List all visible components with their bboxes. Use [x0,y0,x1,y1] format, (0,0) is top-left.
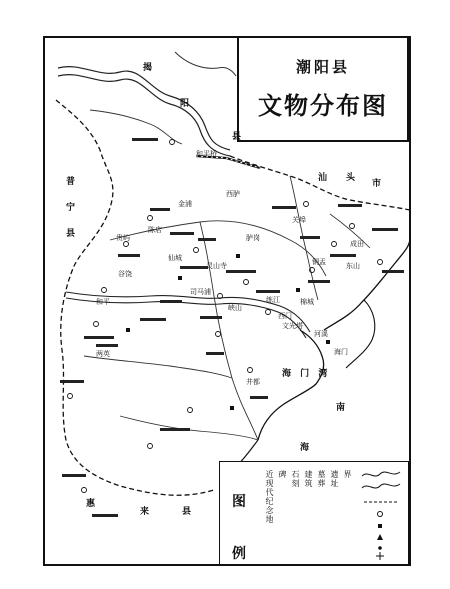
place-label: 金浦 [178,200,192,208]
place-label: 棉城 [300,298,314,306]
label-pu: 普 [66,177,76,187]
label-shi: 市 [372,179,382,189]
place-label: 练江 [266,296,280,304]
legend-item: 遗址 [330,470,339,488]
site-marker [148,444,153,449]
label-shan: 汕 [318,173,328,183]
site-marker [94,322,99,327]
site-marker [188,408,193,413]
legend-symbols [358,466,404,562]
legend-item: 碑 [278,470,287,479]
label-yang: 阳 [180,99,190,109]
label-haimen-bay: 海 门 湾 [282,369,331,379]
label-tou: 头 [346,173,356,183]
legend-item: 建筑 [304,470,313,488]
site-marker [244,280,249,285]
place-label: 和平桥 [196,150,217,158]
site-square [296,288,300,292]
label-hai: 海 [300,443,310,453]
place-label: 东山 [346,262,360,270]
peninsula-east [346,300,375,368]
site-marker [194,248,199,253]
coast-haimen [258,330,324,440]
place-label: 灵山寺 [206,262,227,270]
site-square [230,406,234,410]
place-label: 和平 [96,298,110,306]
legend-title: 图 例 [232,494,246,562]
place-label: 胪岗 [246,234,260,242]
legend [219,461,409,565]
site-marker [216,332,221,337]
place-label: 陈店 [148,226,162,234]
coast-east [324,238,410,330]
site-marker [82,488,87,493]
place-label: 文光塔 [282,322,303,330]
river-north-c [175,52,236,76]
place-label: 西门 [278,312,292,320]
legend-item: 石刻 [291,470,300,488]
site-square [178,276,182,280]
site-marker [148,216,153,221]
place-label: 谷饶 [118,270,132,278]
place-label: 两英 [96,350,110,358]
site-marker [124,242,129,247]
label-county-mark: 县 [232,132,242,142]
label-nan: 南 [336,403,346,413]
map-title: 文物分布图 [258,91,388,120]
site-square [126,328,130,332]
place-label: 河溪 [314,330,328,338]
site-marker [68,394,73,399]
place-label: 铜盂 [312,258,326,266]
legend-item: 界 [343,470,352,479]
river-north-b [58,75,230,156]
site-marker [102,288,107,293]
label-lai: 来 [140,507,150,517]
map-county-name: 潮阳县 [295,58,350,76]
title-box [237,36,409,142]
place-label: 关埠 [292,216,306,224]
place-label: 贵屿 [116,234,130,242]
site-marker [332,242,337,247]
site-marker [378,260,383,265]
site-marker [304,202,309,207]
road-south [84,356,232,378]
place-label: 成田 [350,240,364,248]
river-north-a [58,67,230,150]
label-hui: 惠 [86,499,96,509]
label-huilai-county: 县 [182,507,192,517]
road-central [200,222,258,440]
label-puning-county: 县 [66,229,76,239]
legend-item: 近现代纪念地 [265,470,274,524]
site-marker [248,368,253,373]
legend-item: 墓葬 [317,470,326,488]
place-label: 仙城 [168,254,182,262]
place-label: 西胪 [226,190,240,198]
place-label: 井都 [246,378,260,386]
place-label: 峡山 [228,304,242,312]
label-jie: 揭 [143,63,153,73]
site-square [326,340,330,344]
site-marker [170,140,175,145]
place-label: 司马浦 [190,288,211,296]
site-marker [350,224,355,229]
county-boundary-north [230,156,410,210]
site-marker [266,310,271,315]
site-square [236,254,240,258]
legend-items [264,470,352,562]
label-ning: 宁 [66,203,76,213]
place-label: 海门 [334,348,348,356]
